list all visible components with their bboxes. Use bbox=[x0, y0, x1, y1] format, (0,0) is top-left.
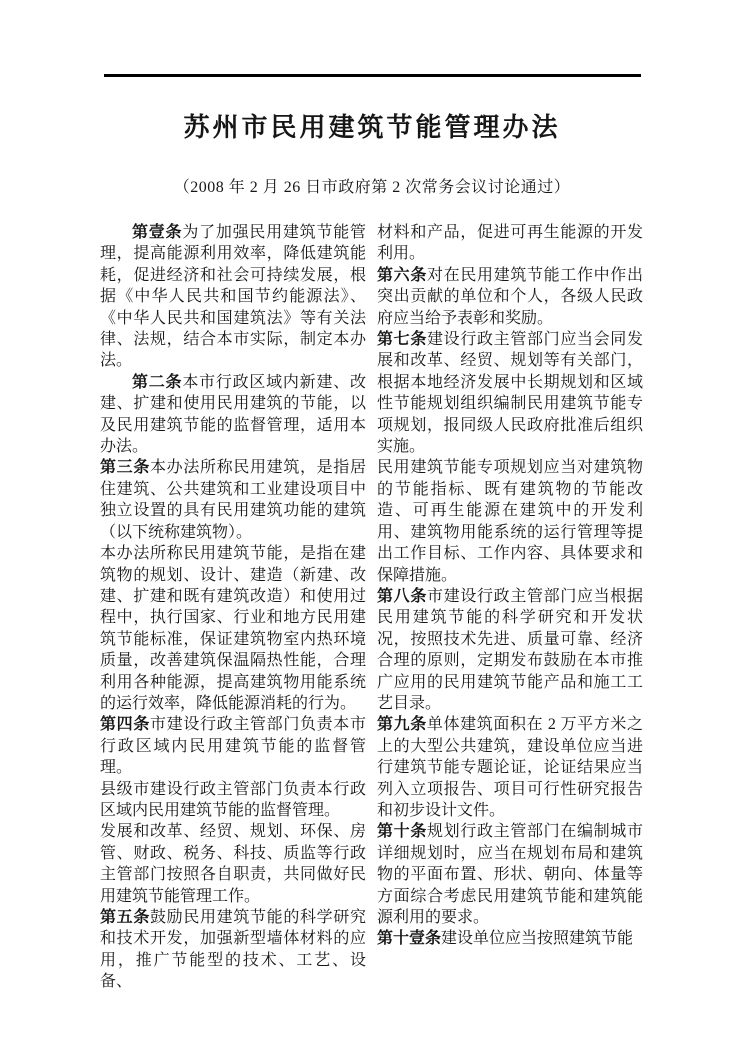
body-columns bbox=[100, 222, 643, 993]
paragraph-text: 市建设行政主管部门应当根据民用建筑节能的科学研究和开发状况，按照技术先进、质量可靠、经济合理的原则，定期发布鼓励在本市推广应用的民用建筑节能产品和施工工艺目录。 bbox=[377, 587, 643, 712]
paragraph-text: 单体建筑面积在 2 万平方米之上的大型公共建筑，建设单位应当进行建筑节能专题论证，论证结果应当列入立项报告、项目可行性研究报告和初步设计文件。 bbox=[377, 716, 643, 819]
paragraph-text: 本市行政区域内新建、改建、扩建和使用民用建筑的节能，以及民用建筑节能的监督管理，适用本办法。 bbox=[100, 373, 366, 456]
paragraph bbox=[100, 779, 366, 822]
article-number: 第二条 bbox=[132, 373, 183, 391]
paragraph-text: 材料和产品，促进可再生能源的开发利用。 bbox=[377, 224, 643, 263]
text-column-left bbox=[100, 222, 366, 993]
paragraph bbox=[377, 928, 643, 949]
article-number: 第壹条 bbox=[132, 224, 183, 241]
article-number: 第三条 bbox=[100, 459, 150, 477]
paragraph-text: 本办法所称民用建筑，是指居住建筑、公共建筑和工业建设项目中独立设置的具有民用建筑功能的建筑（以下统称建筑物）。 bbox=[100, 459, 366, 541]
article-number: 第六条 bbox=[377, 266, 427, 284]
doc-subtitle: （2008 年 2 月 26 日市政府第 2 次常务会议讨论通过） bbox=[173, 179, 571, 196]
article-number: 第五条 bbox=[100, 909, 150, 926]
paragraph bbox=[377, 265, 643, 329]
article-number: 第十条 bbox=[377, 823, 427, 841]
paragraph bbox=[100, 543, 366, 714]
paragraph-text: 县级市建设行政主管部门负责本行政区域内民用建筑节能的监督管理。 bbox=[100, 780, 366, 819]
paragraph bbox=[100, 821, 366, 907]
article-number: 第八条 bbox=[377, 587, 427, 605]
paragraph bbox=[100, 372, 366, 458]
paragraph-text: 为了加强民用建筑节能管理，提高能源利用效率，降低建筑能耗，促进经济和社会可持续发展，根据《中华人民共和国节约能源法》、《中华人民共和国建筑法》等有关法律、法规，结合本市实际，制定本办法。 bbox=[100, 224, 366, 370]
paragraph bbox=[377, 329, 643, 457]
paragraph bbox=[377, 821, 643, 928]
header-rule bbox=[104, 74, 641, 77]
paragraph bbox=[377, 222, 643, 265]
paragraph-text: 建设单位应当按照建筑节能 bbox=[441, 930, 634, 948]
paragraph-text: 规划行政主管部门在编制城市详细规划时，应当在规划布局和建筑物的平面布置、形状、朝向、体量等方面综合考虑民用建筑节能和建筑能源利用的要求。 bbox=[377, 823, 643, 926]
paragraph-text: 市建设行政主管部门负责本市行政区域内民用建筑节能的监督管理。 bbox=[100, 716, 366, 777]
paragraph bbox=[377, 714, 643, 821]
paragraph-text: 本办法所称民用建筑节能，是指在建筑物的规划、设计、建造（新建、改建、扩建和既有建筑改造）和使用过程中，执行国家、行业和地方民用建筑节能标准，保证建筑物室内热环境质量，改善建筑保温隔热性能，合理利用各种能源，提高建筑物用能系统的运行效率，降低能源消耗的行为。 bbox=[100, 545, 366, 712]
article-number: 第十壹条 bbox=[377, 930, 442, 948]
paragraph-text: 建设行政主管部门应当会同发展和改革、经贸、规划等有关部门，根据本地经济发展中长期规划和区域性节能规划组织编制民用建筑节能专项规划，报同级人民政府批准后组织实施。 bbox=[377, 331, 643, 456]
paragraph bbox=[100, 457, 366, 543]
paragraph bbox=[377, 457, 643, 585]
paragraph bbox=[377, 586, 643, 714]
article-number: 第七条 bbox=[377, 331, 427, 349]
paragraph bbox=[100, 222, 366, 372]
paragraph-text: 民用建筑节能专项规划应当对建筑物的节能指标、既有建筑物的节能改造、可再生能源在建筑中的开发利用、建筑物用能系统的运行管理等提出工作目标、工作内容、具体要求和保障措施。 bbox=[377, 459, 643, 584]
article-number: 第九条 bbox=[377, 716, 427, 734]
text-column-right bbox=[377, 222, 643, 993]
article-number: 第四条 bbox=[100, 716, 150, 734]
paragraph-text: 对在民用建筑节能工作中作出突出贡献的单位和个人，各级人民政府应当给予表彰和奖励。 bbox=[377, 266, 643, 327]
paragraph-text: 发展和改革、经贸、规划、环保、房管、财政、税务、科技、质监等行政主管部门按照各自职责，共同做好民用建筑节能管理工作。 bbox=[100, 823, 366, 905]
paragraph bbox=[100, 714, 366, 778]
paragraph bbox=[100, 907, 366, 993]
paragraph-text: 鼓励民用建筑节能的科学研究和技术开发，加强新型墙体材料的应用，推广节能型的技术、工艺、设备、 bbox=[100, 909, 366, 991]
page-title: 苏州市民用建筑节能管理办法 bbox=[183, 113, 561, 142]
